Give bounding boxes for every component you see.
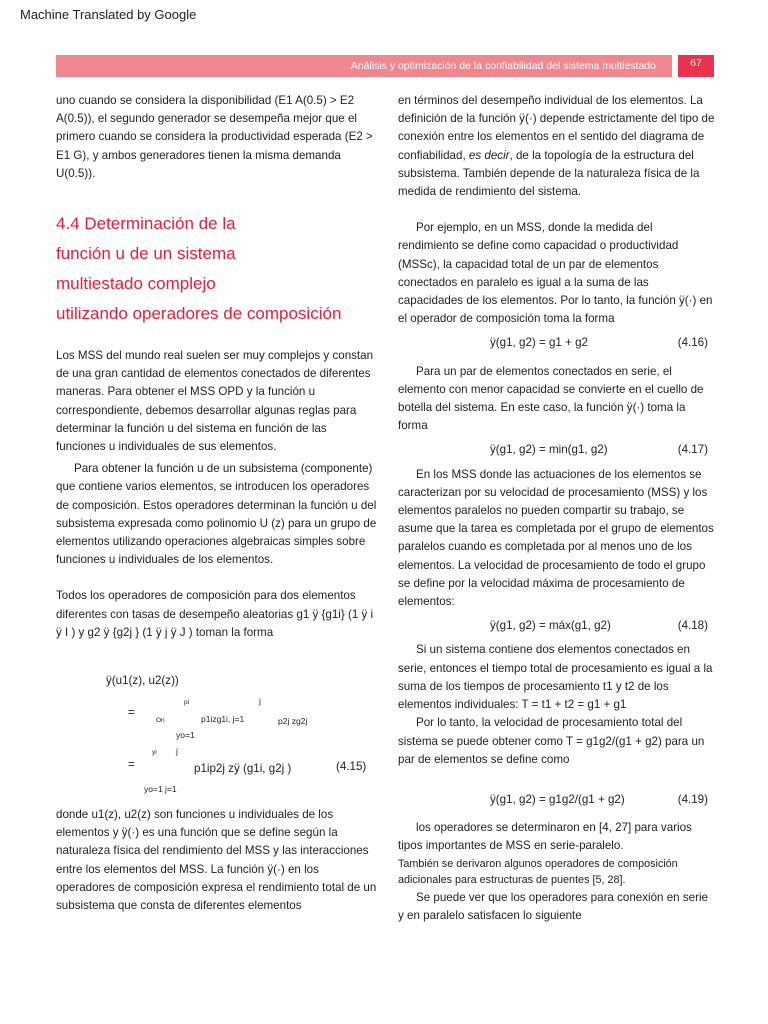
formula-term-2: p1ip2j zÿ (g1i, g2j ) (194, 762, 292, 776)
formula-yo-1: yo=1 (176, 730, 195, 741)
formula-term-1b: p2j zg2j (278, 716, 308, 727)
paragraph-composition-form: Todos los operadores de composición para dos elementos diferentes con tasas de desempeño aleatorias g1 ÿ {g1i} (1 ÿ i ÿ I ) y g2 ÿ {g2j } (1 ÿ j ÿ J ) toman la forma (56, 589, 374, 639)
running-header (56, 55, 672, 77)
right-column (398, 92, 716, 925)
paragraph-series-processing-time: Si un sistema contiene dos elementos conectados en serie, entonces el tiempo total de procesamiento es igual a la suma de los tiempos de procesamiento t1 y t2 de los elementos individuales: T = t1 + t2 = g1 + g1 (398, 643, 713, 712)
equation-4-17: ÿ(g1, g2) = min(g1, g2) (4.17) (398, 441, 716, 459)
machine-translation-banner: Machine Translated by Google (20, 7, 197, 22)
equation-number-4-17: (4.17) (677, 443, 708, 457)
section-heading (56, 209, 378, 329)
paragraph-operators-determined: los operadores se determinaron en [4, 27] para varios tipos importantes de MSS en serie-paralelo. (398, 821, 692, 853)
equation-number-4-16: (4.16) (677, 336, 708, 350)
formula-yo-2: yo=1 j=1 (144, 784, 177, 795)
formula-equals-1: = (128, 706, 135, 720)
running-header-title: Análisis y optimización de la confiabilidad del sistema multiestado (350, 60, 656, 72)
paragraph-total-processing-speed: Por lo tanto, la velocidad de procesamiento total del sistema se puede obtener como T = g1g2/(g1 + g2) para un par de elementos se define como (398, 716, 705, 766)
equation-number-4-18: (4.18) (677, 619, 708, 633)
formula-sup-2: yi (152, 749, 157, 757)
paragraph-composition-operators: Para obtener la función u de un subsistema (componente) que contiene varios elementos, se introducen los operadores de composición. Estos operadores determinan la función u del subsistema expresada como polinomio U (z) para un grupo de elementos utilizando operaciones algebraicas simples sobre funciones u individuales de los elementos. (56, 462, 377, 567)
formula-sup-j2: j (176, 746, 178, 757)
formula-on: On (156, 717, 165, 725)
formula-sup-1: pi (184, 699, 190, 707)
heading-line-2: función u de un sistema (56, 244, 236, 264)
formula-4-15 (56, 672, 378, 852)
equation-4-18: ÿ(g1, g2) = máx(g1, g2) (4.18) (398, 617, 716, 635)
intro-paragraph: uno cuando se considera la disponibilidad (E1 A(0.5) > E2 A(0.5)), el segundo generador se desempeña mejor que el primero cuando se considera la productividad esperada (E2 > E1 G), y ambos generadores tienen la misma demanda U(0.5)). (56, 94, 373, 180)
equation-number-4-19: (4.19) (677, 792, 708, 806)
paragraph-function-definition: donde u1(z), u2(z) son funciones u individuales de los elementos y ÿ(·) es una función que se define según la naturaleza física del rendimiento del MSS y las interacciones entre los elementos del MSS. La función ÿ(·) en los operadores de composición expresa el rendimiento total de un subsistema que consta de diferentes elementos (56, 808, 377, 913)
es-decir-emphasis: es decir (468, 148, 510, 162)
paragraph-operators-properties: Se puede ver que los operadores para conexión en serie y en paralelo satisfacen lo siguiente (398, 890, 708, 922)
equation-4-19: ÿ(g1, g2) = g1g2/(g1 + g2) (4.19) (398, 791, 716, 809)
heading-line-3: multiestado complejo (56, 274, 216, 294)
paragraph-processing-speed: En los MSS donde las actuaciones de los elementos se caracterizan por su velocidad de procesamiento (MSS) y los elementos paralelos no pueden compartir su trabajo, se asume que la tarea es completada por el grupo de elementos paralelos cuando es completada por al menos uno de los elementos. La velocidad de procesamiento de todo el grupo se define por la velocidad máxima de procesamiento de elementos: (398, 467, 714, 609)
heading-line-1: 4.4 Determinación de la (56, 214, 236, 234)
paragraph-topology: en términos del desempeño individual de los elementos. La definición de la función ÿ(·) depende estrictamente del tipo de conexión entre los elementos en el sentido del diagrama de confiabilidad, es decir, de la topología de la estructura del subsistema. También depende de la naturaleza física de la medida de rendimiento del sistema. (398, 94, 715, 199)
formula-equals-2: = (128, 758, 135, 772)
heading-line-4: utilizando operadores de composición (56, 304, 342, 324)
equation-number-4-15: (4.15) (336, 760, 367, 774)
paragraph-mss-complex: Los MSS del mundo real suelen ser muy complejos y constan de una gran cantidad de elementos conectados de diferentes maneras. Para obtener el MSS OPD y la función u correspondiente, debemos desarrollar algunas reglas para determinar la función u del sistema en función de las funciones u individuales de sus elementos. (56, 349, 374, 454)
paragraph-bridge-structures: También se derivaron algunos operadores de composición adicionales para estructuras de puentes [5, 28]. (398, 857, 678, 887)
left-column (56, 92, 378, 915)
paragraph-series-bottleneck: Para un par de elementos conectados en serie, el elemento con menor capacidad se convierte en el cuello de botella del sistema. En este caso, la función ÿ(·) toma la forma (398, 364, 704, 433)
equation-4-16: ÿ(g1, g2) = g1 + g2 (4.16) (398, 334, 716, 352)
formula-term-1a: p1izg1i, j=1 (201, 714, 245, 725)
page-number: 67 (678, 55, 714, 77)
formula-lhs: ÿ(u1(z), u2(z)) (106, 674, 179, 688)
formula-sup-j: j (259, 696, 261, 707)
paragraph-capacity-parallel: Por ejemplo, en un MSS, donde la medida del rendimiento se define como capacidad o productividad (MSSc), la capacidad total de un par de elementos conectados en paralelo es igual a la suma de las capacidades de los elementos. Por lo tanto, la función ÿ(·) en el operador de composición toma la forma (398, 221, 713, 326)
